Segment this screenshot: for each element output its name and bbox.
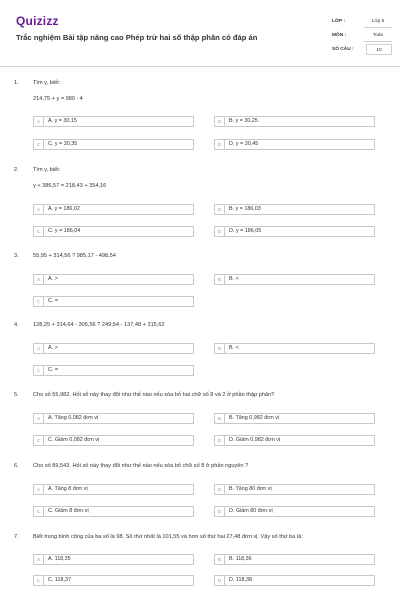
option-letter: B [214,116,225,127]
question-expression: y + 386,57 = 218,43 + 354,16 [33,183,107,189]
option-text: B. y = 30,25 [225,116,375,127]
option-letter: A [33,274,44,285]
option-letter: C [33,435,44,446]
option-letter: B [214,204,225,215]
option-text: B. < [225,343,375,354]
option-c[interactable] [33,505,194,517]
option-text: A. y = 30,15 [44,116,194,127]
option-d[interactable] [214,505,375,517]
option-letter: A [33,484,44,495]
question-number: 3. [14,253,19,259]
option-text: C. y = 30,35 [44,139,194,150]
option-a[interactable] [33,483,194,495]
quizizz-logo: Quizizz [16,14,59,28]
question-expression: 214,75 + y = 980 : 4 [33,96,83,102]
option-text: A. 118,35 [44,554,194,565]
option-letter: C [33,139,44,150]
option-letter: B [214,343,225,354]
option-text: B. 118,36 [225,554,375,565]
option-text: D. Giảm 80 đơn vị [225,506,375,517]
option-letter: A [33,116,44,127]
option-a[interactable] [33,115,194,127]
option-text: C. y = 186,04 [44,226,194,237]
question-text: Tìm y, biết: [33,167,61,173]
option-letter: D [214,506,225,517]
option-text: A. > [44,274,194,285]
option-text: A. y = 186,02 [44,204,194,215]
question-text: 55,95 + 314,56 ? 985,17 - 498,54 [33,253,116,259]
question-number: 5. [14,392,19,398]
option-c[interactable] [33,574,194,586]
option-letter: A [33,554,44,565]
option-letter: A [33,413,44,424]
option-b[interactable] [214,483,375,495]
info-value: Lớp 5 [371,18,385,24]
option-letter: B [214,274,225,285]
option-c[interactable] [33,295,194,307]
question-text: 128,25 + 314,64 - 305,56 ? 249,54 - 137,48 + 315,62 [33,322,165,328]
option-text: A. Tăng 8 đơn vị [44,484,194,495]
option-text: C. = [44,365,194,376]
option-letter: A [33,204,44,215]
option-letter: C [33,226,44,237]
option-text: D. y = 30,45 [225,139,375,150]
option-a[interactable] [33,553,194,565]
option-b[interactable] [214,412,375,424]
info-row-class [332,14,392,28]
option-d[interactable] [214,434,375,446]
option-b[interactable] [214,553,375,565]
header-divider [0,66,400,67]
option-a[interactable] [33,342,194,354]
question-text: Cho số 89,543. Hỏi số này thay đổi như thế nào nếu xóa bỏ chữ số 8 ở phần nguyên ? [33,463,249,469]
option-letter: B [214,413,225,424]
option-c[interactable] [33,364,194,376]
question-text: Biết trung bình cộng của ba số là 98. Số thứ nhất là 101,55 và hơn số thứ hai 27,48 đơn vị. Vậy số thứ ba là: [33,534,303,540]
info-divider [364,27,392,28]
info-label: LỚP : [332,18,346,24]
question-number: 1. [14,80,19,86]
question-number: 6. [14,463,19,469]
info-row-subject [332,28,392,42]
option-a[interactable] [33,273,194,285]
option-text: A. Tăng 0,082 đơn vị [44,413,194,424]
info-value: 10 [366,44,392,55]
option-b[interactable] [214,342,375,354]
option-d[interactable] [214,574,375,586]
info-panel [332,14,392,56]
info-divider [364,41,392,42]
option-b[interactable] [214,115,375,127]
option-letter: B [214,554,225,565]
option-text: B. Tăng 80 đơn vị [225,484,375,495]
option-text: D. y = 186,05 [225,226,375,237]
option-b[interactable] [214,273,375,285]
option-text: D. Giảm 0,982 đơn vị [225,435,375,446]
option-text: C. = [44,296,194,307]
option-c[interactable] [33,434,194,446]
option-letter: A [33,343,44,354]
option-letter: D [214,226,225,237]
info-label: SỐ CÂU : [332,46,354,52]
option-letter: D [214,435,225,446]
option-text: C. 118,37 [44,575,194,586]
question-number: 4. [14,322,19,328]
option-letter: D [214,139,225,150]
info-label: MÔN : [332,32,347,38]
option-letter: D [214,575,225,586]
option-text: C. Giảm 0,082 đơn vị [44,435,194,446]
option-letter: C [33,365,44,376]
option-text: B. y = 186,03 [225,204,375,215]
option-letter: C [33,296,44,307]
option-letter: B [214,484,225,495]
option-letter: C [33,575,44,586]
option-c[interactable] [33,225,194,237]
question-number: 7. [14,534,19,540]
option-text: C. Giảm 8 đơn vị [44,506,194,517]
option-text: B. Tăng 0,982 đơn vị [225,413,375,424]
question-text: Tìm y, biết: [33,80,61,86]
option-text: D. 118,38 [225,575,375,586]
option-d[interactable] [214,225,375,237]
option-a[interactable] [33,412,194,424]
question-text: Cho số 55,982. Hỏi số này thay đổi như thế nào nếu xóa bỏ hai chữ số 8 và 2 ở phần thập phân? [33,392,275,398]
option-text: B. < [225,274,375,285]
question-number: 2. [14,167,19,173]
info-value: Toán [372,32,384,38]
info-row-count [332,42,392,56]
worksheet-title: Trắc nghiệm Bài tập nâng cao Phép trừ hai số thập phân có đáp án [16,33,258,42]
option-b[interactable] [214,203,375,215]
option-a[interactable] [33,203,194,215]
option-text: A. > [44,343,194,354]
option-d[interactable] [214,138,375,150]
option-c[interactable] [33,138,194,150]
option-letter: C [33,506,44,517]
